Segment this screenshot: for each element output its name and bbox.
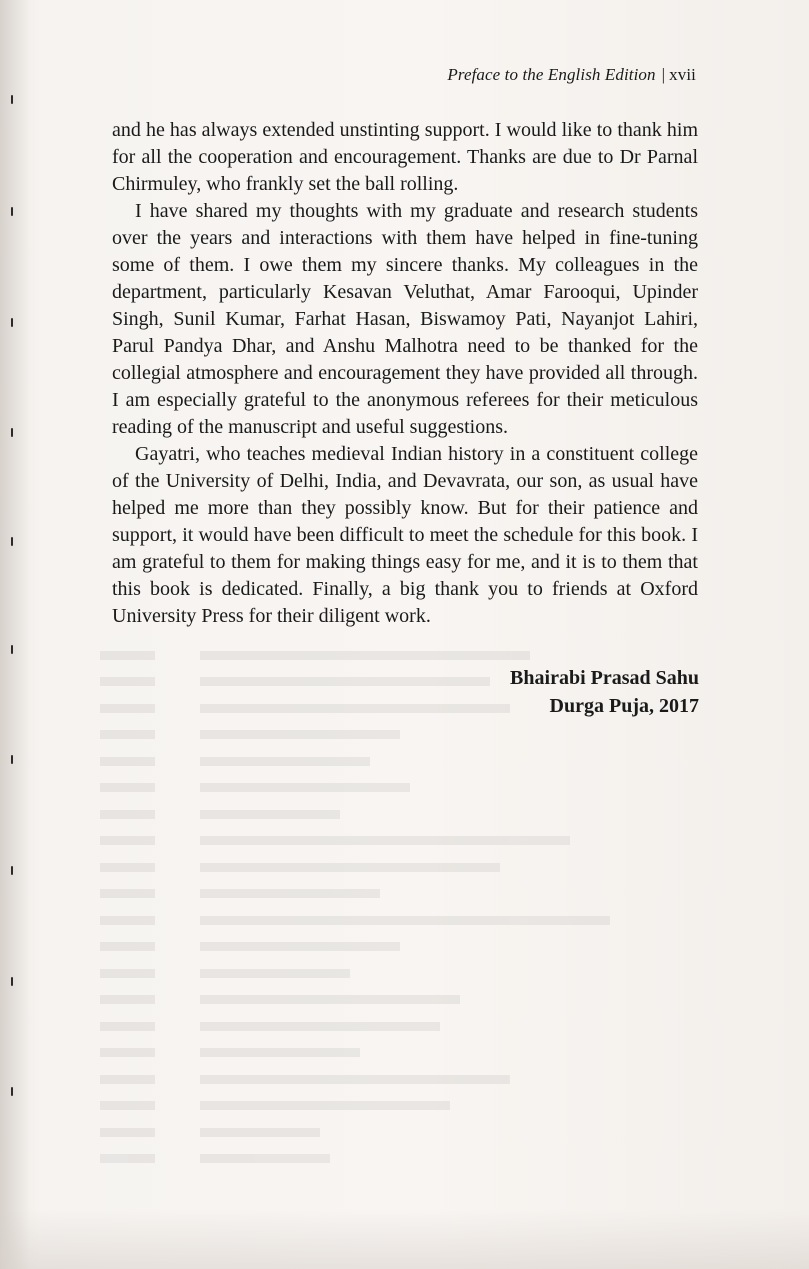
paragraph: I have shared my thoughts with my graduate and research students over the years and interactions with them have helped in fine-tuning some of them. I owe them my sincere thanks. My colleagues in the department, particularly Kesavan Veluthat, Amar Farooqui, Upinder Singh, Sunil Kumar, Farhat Hasan, Biswamoy Pati, Nayanjot Lahiri, Parul Pandya Dhar, and Anshu Malhotra need to be thanked for the collegial atmosphere and encouragement they have provided all through. I am especially grateful to the anonymous referees for their meticulous reading of the manuscript and useful suggestions.: [112, 200, 698, 438]
paragraph: Gayatri, who teaches medieval Indian history in a constituent college of the University of Delhi, India, and Devavrata, our son, as usual have helped me more than they possibly know. But for their patience and support, it would have been difficult to meet the schedule for this book. I am grateful to them for making things easy for me, and it is to them that this book is dedicated. Finally, a big thank you to friends at Oxford University Press for their diligent work.: [112, 443, 698, 627]
gutter-shadow: [0, 0, 30, 1269]
paragraph: and he has always extended unstinting support. I would like to thank him for all the cooperation and encouragement. Thanks are due to Dr Parnal Chirmuley, who frankly set the ball rolling.: [112, 119, 698, 195]
running-head: [447, 65, 696, 85]
body-text: [112, 117, 698, 630]
page-number: xvii: [669, 65, 696, 84]
author-name: Bhairabi Prasad Sahu: [510, 667, 699, 689]
bottom-shadow: [0, 1209, 809, 1269]
running-head-title: Preface to the English Edition: [447, 65, 656, 84]
running-head-separator: |: [661, 65, 666, 84]
signature-block: [510, 664, 699, 720]
signature-date: Durga Puja, 2017: [549, 695, 699, 717]
show-through-text: [100, 646, 660, 1176]
